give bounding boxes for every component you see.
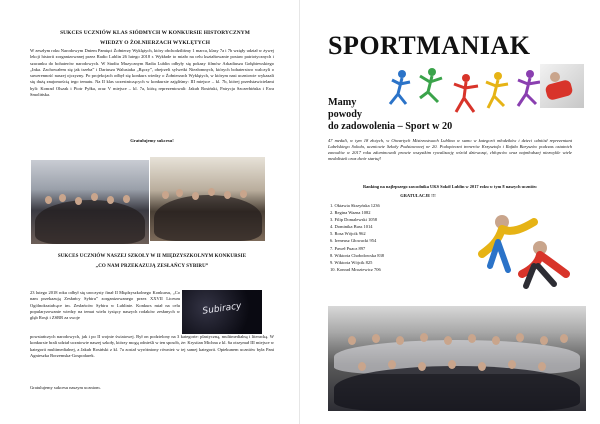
headline-line-3: do zadowolenia – Sport w 20 [328,121,453,132]
ranking-header: Ranking na najlepszego zawodnika UKS Sokół Lublin w 2017 roku w tym 8 naszych uczniów [362,184,538,189]
article2-title-line2: „CO NAM PRZEKAZUJĄ ZESŁAŃCY SYBIRU” [95,264,209,269]
sybir-poster-image [182,290,262,334]
right-page [300,0,600,424]
masthead-title: SPORTMANIAK [328,31,531,60]
ranking-item: 6. Ireneusz Głowacki 954 [330,238,377,244]
poster-title: Subiracy [201,301,243,317]
article1-title-line1: SUKCES UCZNIÓW KLAS SIÓDMYCH W KONKURSIE HISTORYCZNYM [60,30,250,36]
ranking-item: 2. Regina Wazna 1082 [330,210,371,216]
ranking-item: 1. Oktawia Skrzyńska 1236 [330,203,380,208]
ranking-item: 3. Filip Domalewski 1058 [330,217,377,223]
gratulacje-label: GRATULACJE !!! [400,193,436,198]
ranking-item: 4. Dominika Buss 1014 [330,224,373,230]
ranking-list [330,202,470,273]
ranking-item: 10. Konrad Mroziewicz 706 [330,266,381,272]
article2-congrats: Gratulujemy sukcesu naszym uczniom. [30,385,101,390]
ranking-item: 7. Paweł Puacz 897 [330,245,366,251]
article1-title-line2: WIEDZY O ŻOŁNIERZACH WYKLĘTYCH [99,40,211,46]
headline-line-1: Mamy [328,97,357,108]
headline [328,97,558,133]
article2-body-top: 23 lutego 2018 roku odbył się uroczysty finał II Międzyszkolnego Konkursu, „Co nam przekazują Zesłańcy Sybiru” zorganizowanego przez XXVII Liceum Ogólnokształcące im. Zesłańców Sybiru w Lublinie. Konkurs miał na celu popularyzowanie wiedzy na temat wielu tysięcy naszych rodaków zesłanych w głąb Rosji i ZSRR za swoje [30,290,180,321]
article1-congrats: Gratulujemy sukcesu! [130,138,174,143]
class-group-photo-2 [150,157,265,241]
ranking-item: 9. Wiktoria Wójcik 825 [330,259,373,265]
ranking-item: 8. Wiktoria Chołodowska 838 [330,252,384,258]
article1-body: W zeszłym roku Narodowym Dniem Pamięci Żołnierzy Wyklętych, który obchodziliśmy 1 marca, klasy 7a i 7b wzięły udział w żywej lekcji historii zorganizowanej przez Radio Lublin 26 lutego 2018 r. Wykłade to miało na celu kształtowanie postaw patriotycznych i szacunku do bohaterów narodowych. W Studiu Muzycznym Radia Lublin odbyły się pokazy filmów Arkadiusza Gołębiewskiego „Inka. Zachowałem się jak trzeba” i Dariusza Walusiaka „Ręczy”, obejrzeli sylwetki Niezłomnych, których bohaterstwo walczyli o suwerenność naszej ojczyzny. Po projekcjach odbył się konkurs wiedzy o Żołnierzach Wyklętych, w którym nasi uczniowie wykazali się dużą znajomością tego tematu. Na II klas uczestniczących w konkursie zajęliśmy: III miejsce – kl. 7b, której przedstawicielami byli: Konrad Olszak i Piotr Pyłka, oraz V miejsce – kl. 7a, którą reprezentowali: Jakub Rosiński, Patrycja Szczerbińska i Ewa Smolińska. [30,48,274,98]
team-group-photo [328,306,586,411]
judo-throw-photo [468,204,578,290]
headline-line-2: powody [328,109,362,120]
ranking-item: 5. Rosa Wójcik 962 [330,231,366,237]
article2-title-line1: SUKCES UCZNIÓW NASZEJ SZKOŁY W II MIĘDZYSZKOLNYM KONKURSIE [57,254,247,259]
class-group-photo-1 [31,160,149,244]
article2-body-bottom: powstańczych narodowych, jak i po II wojnie światowej. Był on podzielony na 3 kategorie: plastyczną, multimedialną i literacką. W konkursie brali udział uczniowie naszej szkoły, którzy mogą odnieśli w ten sposób, że: Krystian Michna z kl. 6a otrzymał III miejsce w kategorii multimedialnej, a Jakub Rosiński z kl. 7a został wyróżniony również w tej samej kategorii. Opiekunem uczniów była Pani Agnieszka Borzemska-Gospodarek. [30,334,274,358]
intro-paragraph: 47 medali, w tym 18 złotych, w Otwartych Mistrzostwach Lublina w sumo w kategorii młodzików i dzieci odniósł reprezentant Lubelskiego Sokoła, uczniowie Szkoły Podstawowej nr 20. Podopieczni trenerów Krzysztofa i Rafała Baryszów podczas ostatnich zawodów w 2017 roku zdominowali prawie wszystkim rywalizację wśród dziewcząt, chłopców oraz najmłodszej niezwykle wiele medalistek oraz dwór startuj! [328,138,572,161]
